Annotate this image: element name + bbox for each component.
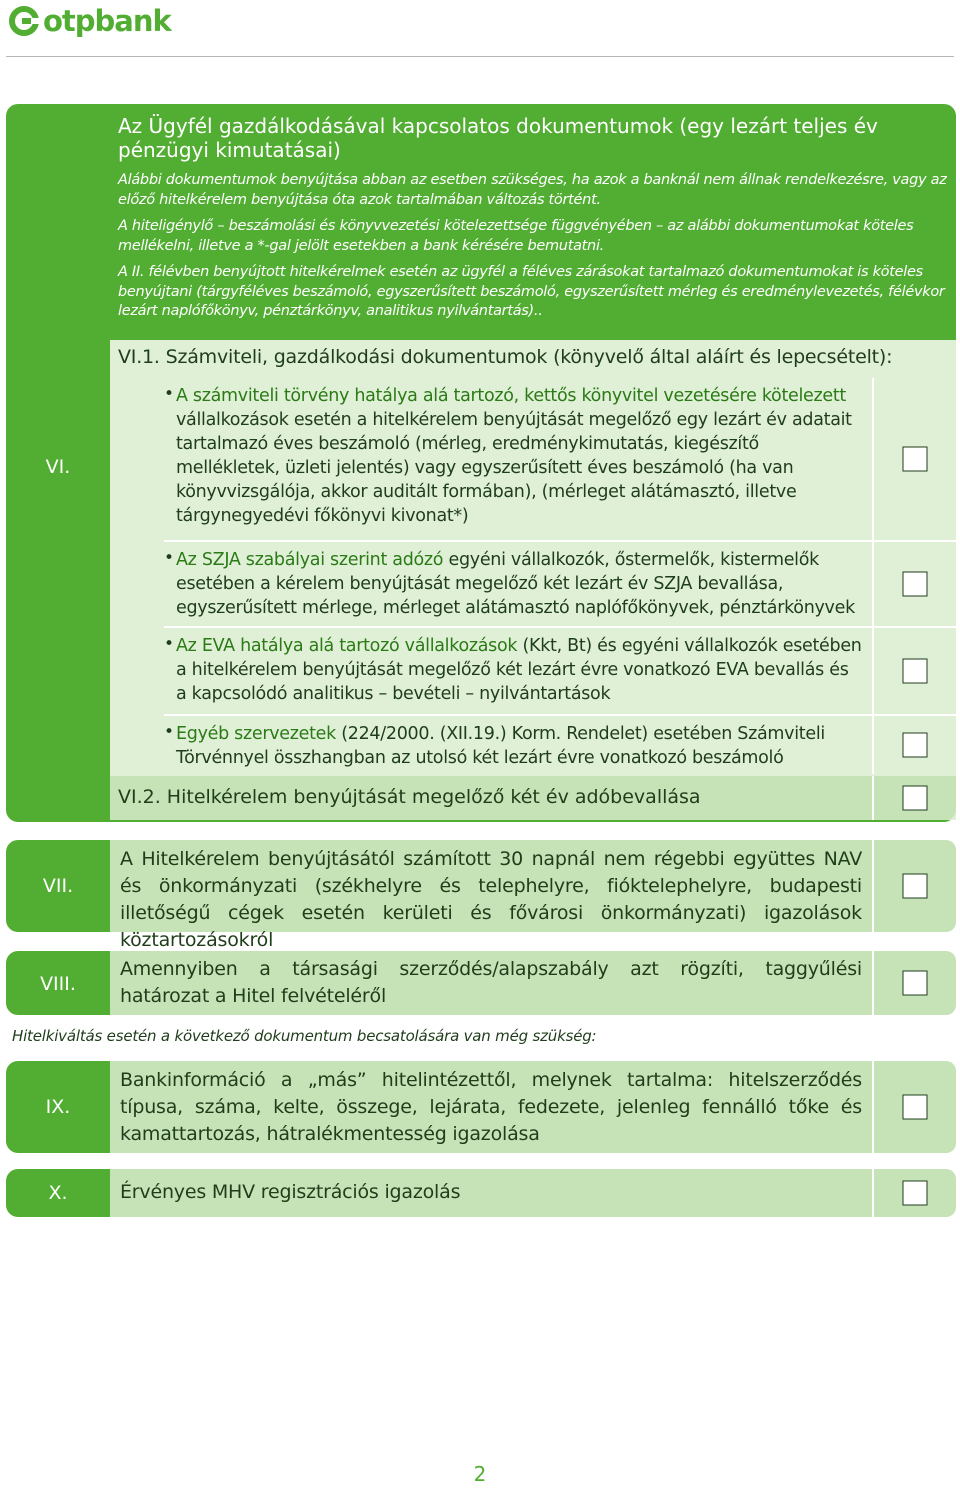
refinancing-note: Hitelkiváltás esetén a következő dokumentum becsatolására van még szükség: xyxy=(12,1027,597,1045)
intro-paragraph: A hiteligénylő – beszámolási és könyvvezetési kötelezettsége függvényében – az alábbi dokumentumokat köteles mellékelni, illetve a *-gal jelölt esetekben a bank kérésére bemutatni. xyxy=(118,218,914,254)
item-text xyxy=(176,548,864,620)
subsection-title: VI.2. Hitelkérelem benyújtását megelőző két év adóbevallása xyxy=(118,786,701,808)
checkbox[interactable] xyxy=(903,447,928,472)
section-number: X. xyxy=(48,1182,68,1204)
section-text: Érvényes MHV regisztrációs igazolás xyxy=(120,1181,461,1203)
checkbox-cell xyxy=(874,1061,956,1153)
checkbox-cell xyxy=(874,951,956,1015)
checklist-item xyxy=(110,628,874,714)
item-body: (Kkt, Bt) és egyéni vállalkozók esetében a hitelkérelem benyújtását megelőző két lezárt évre vonatkozó EVA bevallás és a kapcsolódó analitikus – bevételi – nyilvántartások xyxy=(176,636,862,704)
checkbox-cell xyxy=(874,628,956,714)
section-text-cell xyxy=(110,1061,874,1153)
checkbox[interactable] xyxy=(903,572,928,597)
checkbox[interactable] xyxy=(903,874,928,899)
item-text xyxy=(176,634,864,706)
section-text-cell xyxy=(110,1169,874,1217)
checkbox[interactable] xyxy=(903,733,928,758)
section-title: Az Ügyfél gazdálkodásával kapcsolatos dokumentumok (egy lezárt teljes év pénzügyi kimutatásai) xyxy=(118,114,878,162)
checkbox-cell xyxy=(874,716,956,774)
section-number: VI. xyxy=(45,456,71,478)
checkbox-cell xyxy=(874,776,956,820)
section-vi xyxy=(6,104,956,822)
section-ix xyxy=(6,1061,956,1153)
section-number: VII. xyxy=(42,875,74,897)
checkbox-cell xyxy=(874,542,956,626)
item-body: (224/2000. (XII.19.) Korm. Rendelet) esetében Számviteli Törvénnyel összhangban az utolsó két lezárt évre vonatkozó beszámoló xyxy=(176,724,825,768)
intro-paragraph: A II. félévben benyújtott hitelkérelmek esetén az ügyfél a féléves zárásokat tartalmazó dokumentumokat is köteles benyújtani (tárgyféléves beszámoló, egyszerűsített beszámoló, egyszerűsített mérleg és eredménylevezetés, félévkor lezárt naplófőkönyv, pénztárkönyv, analitikus nyilvántartás).. xyxy=(118,264,945,319)
item-emphasis: Az SZJA szabályai szerint adózó xyxy=(176,550,444,570)
section-text-cell xyxy=(110,951,874,1015)
bullet-icon: • xyxy=(164,384,175,404)
item-emphasis: Egyéb szervezetek xyxy=(176,724,336,744)
bullet-icon: • xyxy=(164,722,175,742)
item-text xyxy=(176,384,864,528)
bullet-icon: • xyxy=(164,634,175,654)
item-text xyxy=(176,722,864,770)
checkbox-cell xyxy=(874,840,956,932)
item-emphasis: Az EVA hatálya alá tartozó vállalkozások xyxy=(176,636,518,656)
item-body: vállalkozások esetén a hitelkérelem benyújtását megelőző egy lezárt év adatait tartalmazó éves beszámoló (mérleg, eredménykimutatás, kiegészítő mellékletek, üzleti jelentés) vagy egyszerűsített éves beszámoló (ha van könyvvizsgálója, akkor auditált formában), (mérleget alátámasztó, illetve tárgynegyedévi főkönyvi kivonat*) xyxy=(176,410,852,526)
section-number: IX. xyxy=(45,1096,71,1118)
section-text-cell xyxy=(110,840,874,951)
otp-logo-icon xyxy=(8,5,40,37)
header-divider xyxy=(6,56,954,57)
section-vi-checklist xyxy=(110,340,956,820)
checkbox[interactable] xyxy=(903,659,928,684)
section-x xyxy=(6,1169,956,1217)
section-vii xyxy=(6,840,956,951)
checkbox-cell xyxy=(874,378,956,540)
section-viii xyxy=(6,951,956,1015)
checkbox[interactable] xyxy=(903,971,928,996)
subsection-vi-2 xyxy=(110,776,956,820)
page-number: 2 xyxy=(473,1462,487,1486)
checkbox-cell xyxy=(874,1169,956,1217)
section-text: A Hitelkérelem benyújtásától számított 30 napnál nem régebbi együttes NAV és önkormányzati (székhelyre és telephelyre, fióktelephelyre, budapesti illetőségű cégek esetén kerületi és fővárosi önkormányzati) igazolások köztartozásokról xyxy=(120,848,862,951)
checkbox[interactable] xyxy=(903,786,928,811)
brand-name: otpbank xyxy=(43,4,171,38)
intro-paragraph: Alábbi dokumentumok benyújtása abban az esetben szükséges, ha azok a banknál nem állnak rendelkezésre, vagy az előző hitelkérelem benyújtása óta azok tartalmában változás történt. xyxy=(118,172,947,208)
section-text: Amennyiben a társasági szerződés/alapszabály azt rögzíti, taggyűlési határozat a Hitel felvételéről xyxy=(120,958,862,1007)
checklist-item xyxy=(110,542,874,626)
checkbox[interactable] xyxy=(903,1181,928,1206)
checklist-item xyxy=(110,716,874,774)
bullet-icon: • xyxy=(164,548,175,568)
checklist-item xyxy=(110,378,874,540)
item-emphasis: A számviteli törvény hatálya alá tartozó, kettős könyvitel vezetésére kötelezett xyxy=(176,386,846,406)
otp-logo xyxy=(8,4,171,38)
section-text: Bankinformáció a „más” hitelintézettől, melynek tartalma: hitelszerződés típusa, száma, kelte, összege, lejárata, fedezete, jelenleg fennálló tőke és kamattartozás, hátralékmentesség igazolása xyxy=(120,1069,862,1145)
subsection-title: VI.1. Számviteli, gazdálkodási dokumentumok (könyvelő által aláírt és lepecsételt): xyxy=(118,346,893,368)
section-vi-intro xyxy=(118,114,950,322)
item-body: egyéni vállalkozók, őstermelők, kistermelők esetében a kérelem benyújtását megelőző két lezárt év SZJA bevallása, egyszerűsített mérlege, mérleget alátámasztó naplófőkönyvek, pénztárkönyvek xyxy=(176,550,855,618)
section-number: VIII. xyxy=(40,973,76,995)
checkbox[interactable] xyxy=(903,1095,928,1120)
